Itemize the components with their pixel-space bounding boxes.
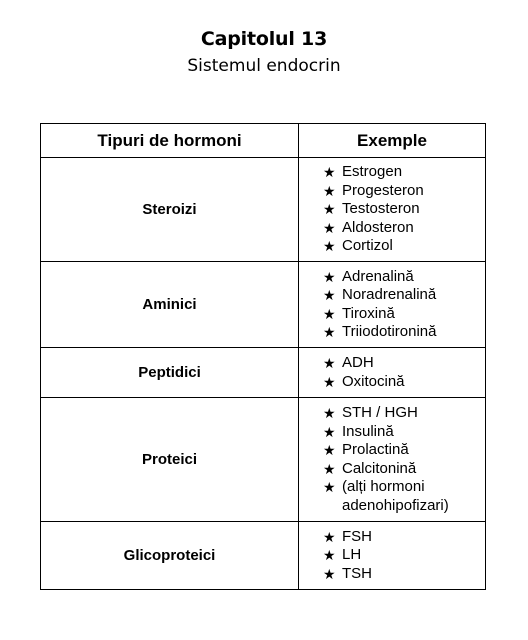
example-label: Oxitocină xyxy=(342,372,405,390)
examples-list xyxy=(323,528,485,584)
example-label: LH xyxy=(342,546,362,564)
example-label: TSH xyxy=(342,564,372,582)
star-icon: ★ xyxy=(323,373,336,390)
example-label: Prolactină xyxy=(342,441,409,458)
star-icon: ★ xyxy=(323,355,336,371)
list-item xyxy=(323,268,485,287)
hormone-type-cell: Steroizi xyxy=(41,158,299,262)
example-label: Cortizol xyxy=(342,237,393,255)
examples-list xyxy=(323,163,485,256)
star-icon: ★ xyxy=(323,565,336,582)
table-header-row xyxy=(41,124,486,158)
star-icon: ★ xyxy=(323,479,336,495)
example-label: Adrenalină xyxy=(342,267,414,285)
column-header-examples: Exemple xyxy=(299,124,486,158)
examples-cell xyxy=(299,262,486,348)
star-icon: ★ xyxy=(323,423,336,440)
star-icon: ★ xyxy=(323,547,336,564)
example-label: Tiroxină xyxy=(342,304,395,322)
star-icon: ★ xyxy=(323,460,336,477)
star-icon: ★ xyxy=(323,238,336,255)
examples-list xyxy=(323,354,485,391)
hormone-type-cell: Proteici xyxy=(41,398,299,522)
table-row xyxy=(41,262,486,348)
table-row xyxy=(41,398,486,522)
table-row xyxy=(41,522,486,590)
list-item xyxy=(323,373,485,392)
example-label: (alți hormoni adenohipofizari) xyxy=(342,478,449,514)
star-icon: ★ xyxy=(323,182,336,199)
star-icon: ★ xyxy=(323,268,336,285)
example-label: Noradrenalină xyxy=(342,286,437,303)
list-item xyxy=(323,441,485,460)
column-header-types: Tipuri de hormoni xyxy=(41,124,299,158)
list-item xyxy=(323,460,485,479)
list-item xyxy=(323,305,485,324)
list-item xyxy=(323,565,485,584)
example-label: FSH xyxy=(342,527,372,545)
list-item xyxy=(323,323,485,342)
list-item xyxy=(323,423,485,442)
star-icon: ★ xyxy=(323,405,336,421)
example-label: Insulină xyxy=(342,422,394,440)
example-label: Estrogen xyxy=(342,163,403,181)
examples-cell xyxy=(299,522,486,590)
star-icon: ★ xyxy=(323,324,336,340)
example-label: Progesteron xyxy=(342,181,424,199)
list-item xyxy=(323,200,485,219)
list-item xyxy=(323,286,485,305)
hormone-types-table xyxy=(40,123,486,590)
table-row xyxy=(41,348,486,398)
list-item xyxy=(323,182,485,201)
examples-cell xyxy=(299,158,486,262)
list-item xyxy=(323,219,485,238)
table-row xyxy=(41,158,486,262)
star-icon: ★ xyxy=(323,528,336,545)
examples-cell xyxy=(299,348,486,398)
star-icon: ★ xyxy=(323,287,336,303)
example-label: STH / HGH xyxy=(342,404,418,421)
star-icon: ★ xyxy=(323,164,336,181)
list-item xyxy=(323,528,485,547)
star-icon: ★ xyxy=(323,442,336,458)
list-item xyxy=(323,404,485,423)
list-item xyxy=(323,478,485,515)
chapter-title: Capitolul 13 xyxy=(200,28,328,50)
example-label: Testosteron xyxy=(342,200,420,218)
example-label: Triiodotironină xyxy=(342,323,437,340)
chapter-subtitle: Sistemul endocrin xyxy=(187,56,341,76)
example-label: Aldosteron xyxy=(342,218,414,236)
star-icon: ★ xyxy=(323,201,336,218)
examples-list xyxy=(323,404,485,515)
examples-list xyxy=(323,268,485,342)
list-item xyxy=(323,163,485,182)
hormone-type-cell: Glicoproteici xyxy=(41,522,299,590)
star-icon: ★ xyxy=(323,219,336,236)
list-item xyxy=(323,237,485,256)
star-icon: ★ xyxy=(323,305,336,322)
hormone-type-cell: Aminici xyxy=(41,262,299,348)
list-item xyxy=(323,546,485,565)
examples-cell xyxy=(299,398,486,522)
example-label: Calcitonină xyxy=(342,459,417,477)
hormone-type-cell: Peptidici xyxy=(41,348,299,398)
example-label: ADH xyxy=(342,354,374,371)
list-item xyxy=(323,354,485,373)
